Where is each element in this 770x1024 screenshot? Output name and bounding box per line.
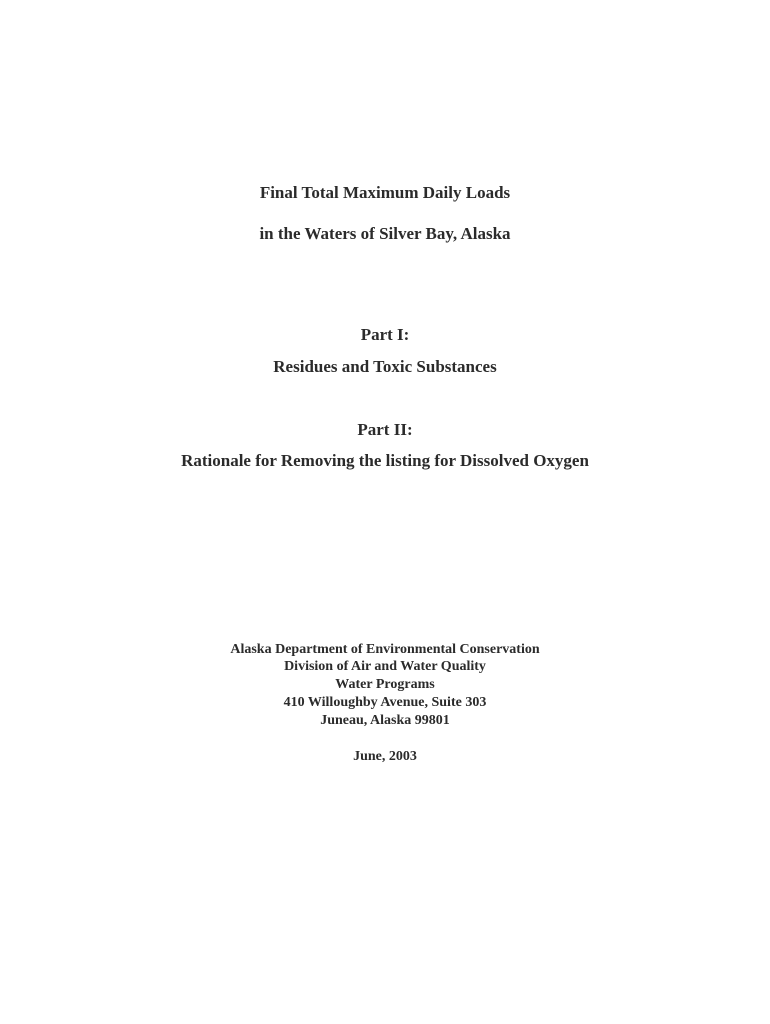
agency-address: 410 Willoughby Avenue, Suite 303	[283, 695, 487, 710]
part1-subtitle: Residues and Toxic Substances	[273, 357, 497, 376]
agency-department: Alaska Department of Environmental Conservation	[230, 642, 540, 657]
title-line-1: Final Total Maximum Daily Loads	[259, 183, 511, 202]
agency-division: Division of Air and Water Quality	[284, 659, 486, 674]
agency-program: Water Programs	[335, 677, 435, 692]
part2-subtitle: Rationale for Removing the listing for Dissolved Oxygen	[181, 451, 589, 470]
document-date: June, 2003	[353, 749, 417, 764]
title-line-2: in the Waters of Silver Bay, Alaska	[259, 224, 511, 243]
agency-city: Juneau, Alaska 99801	[320, 713, 450, 728]
part1-heading: Part I:	[360, 325, 410, 344]
part2-heading: Part II:	[357, 420, 413, 439]
